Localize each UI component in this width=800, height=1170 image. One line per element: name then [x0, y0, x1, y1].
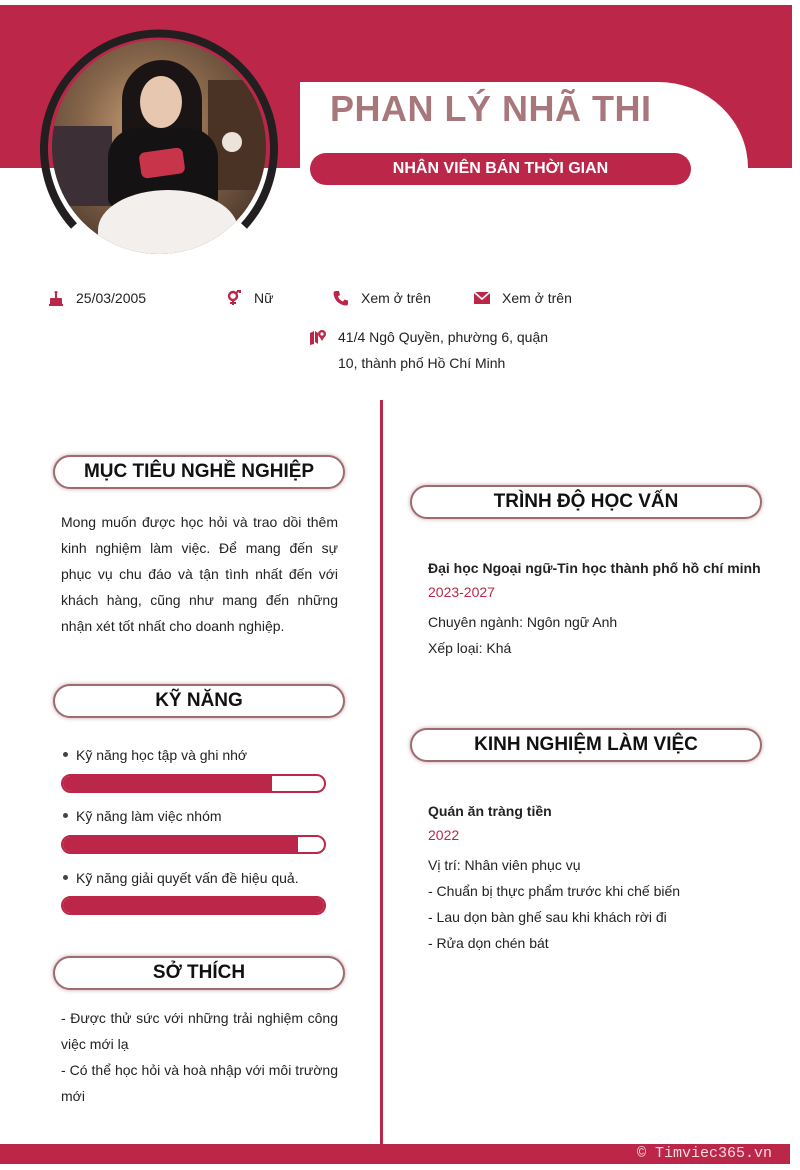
avatar — [38, 26, 280, 268]
objective-section-title: MỤC TIÊU NGHỀ NGHIỆP — [53, 455, 345, 489]
skill-progress-bar — [61, 896, 326, 915]
school-name: Đại học Ngoại ngữ-Tin học thành phố hồ chí minh — [428, 560, 761, 576]
skill-progress-bar — [61, 835, 326, 854]
envelope-icon — [474, 290, 490, 306]
experience-year: 2022 — [428, 827, 460, 843]
birthday-cake-icon — [48, 290, 64, 306]
email-value: Xem ở trên — [502, 290, 572, 306]
objective-text: Mong muốn được học hỏi và trao dồi thêm kinh nghiệm làm việc. Để mang đến sự phục vụ chu đáo và tận tình nhất đến với khách hàng, cũng như mang đến những nhận xét tốt nhất cho doanh nghiệp. — [61, 514, 338, 634]
phone-info — [333, 290, 431, 306]
map-pin-icon — [310, 324, 326, 350]
footer-bar — [0, 1144, 790, 1164]
skill-item: Kỹ năng giải quyết vấn đề hiệu quả. — [63, 870, 299, 886]
address-info — [310, 324, 548, 376]
bullet-icon — [63, 813, 68, 818]
education-years: 2023-2027 — [428, 584, 495, 600]
footer-copyright: © Timviec365.vn — [636, 1145, 772, 1162]
skill-progress-fill — [63, 837, 298, 852]
bullet-icon — [63, 875, 68, 880]
experience-duty: - Rửa dọn chén bát — [428, 935, 549, 951]
experience-duty: - Lau dọn bàn ghế sau khi khách rời đi — [428, 909, 667, 925]
skill-progress-bar — [61, 774, 326, 793]
job-title-badge: NHÂN VIÊN BÁN THỜI GIAN — [310, 153, 691, 185]
education-major: Chuyên ngành: Ngôn ngữ Anh — [428, 614, 618, 630]
bullet-icon — [63, 752, 68, 757]
candidate-name: PHAN LÝ NHÃ THI — [330, 88, 652, 129]
birthday-value: 25/03/2005 — [76, 290, 147, 306]
education-grade: Xếp loại: Khá — [428, 640, 512, 656]
email-info — [474, 290, 572, 306]
skill-item: Kỹ năng học tập và ghi nhớ — [63, 747, 247, 763]
gender-value: Nữ — [254, 290, 274, 306]
hobby-item: - Được thử sức với những trải nghiệm công việc mới lạ — [61, 1010, 338, 1052]
experience-duty: - Chuẩn bị thực phẩm trước khi chế biến — [428, 883, 681, 899]
address-line-2: 10, thành phố Hồ Chí Minh — [338, 355, 506, 371]
hobby-item: - Có thể học hỏi và hoà nhập với môi trường mới — [61, 1062, 338, 1104]
gender-icon — [226, 290, 242, 306]
skill-item: Kỹ năng làm việc nhóm — [63, 808, 222, 824]
birthday-info — [48, 290, 146, 306]
phone-value: Xem ở trên — [361, 290, 431, 306]
experience-section-title: KINH NGHIỆM LÀM VIỆC — [410, 728, 762, 762]
profile-photo — [52, 40, 266, 254]
experience-position: Vị trí: Nhân viên phục vụ — [428, 857, 581, 873]
education-entry — [428, 555, 768, 661]
experience-entry — [428, 798, 768, 956]
skill-progress-fill — [63, 898, 324, 913]
hobbies-section-title: SỞ THÍCH — [53, 956, 345, 990]
address-line-1: 41/4 Ngô Quyền, phường 6, quận — [338, 329, 549, 345]
company-name: Quán ăn tràng tiền — [428, 803, 552, 819]
phone-icon — [333, 290, 349, 306]
skill-progress-fill — [63, 776, 272, 791]
skills-section-title: KỸ NĂNG — [53, 684, 345, 718]
column-divider — [380, 400, 383, 1144]
gender-info — [226, 290, 273, 306]
hobbies-list — [61, 1005, 338, 1109]
education-section-title: TRÌNH ĐỘ HỌC VẤN — [410, 485, 762, 519]
